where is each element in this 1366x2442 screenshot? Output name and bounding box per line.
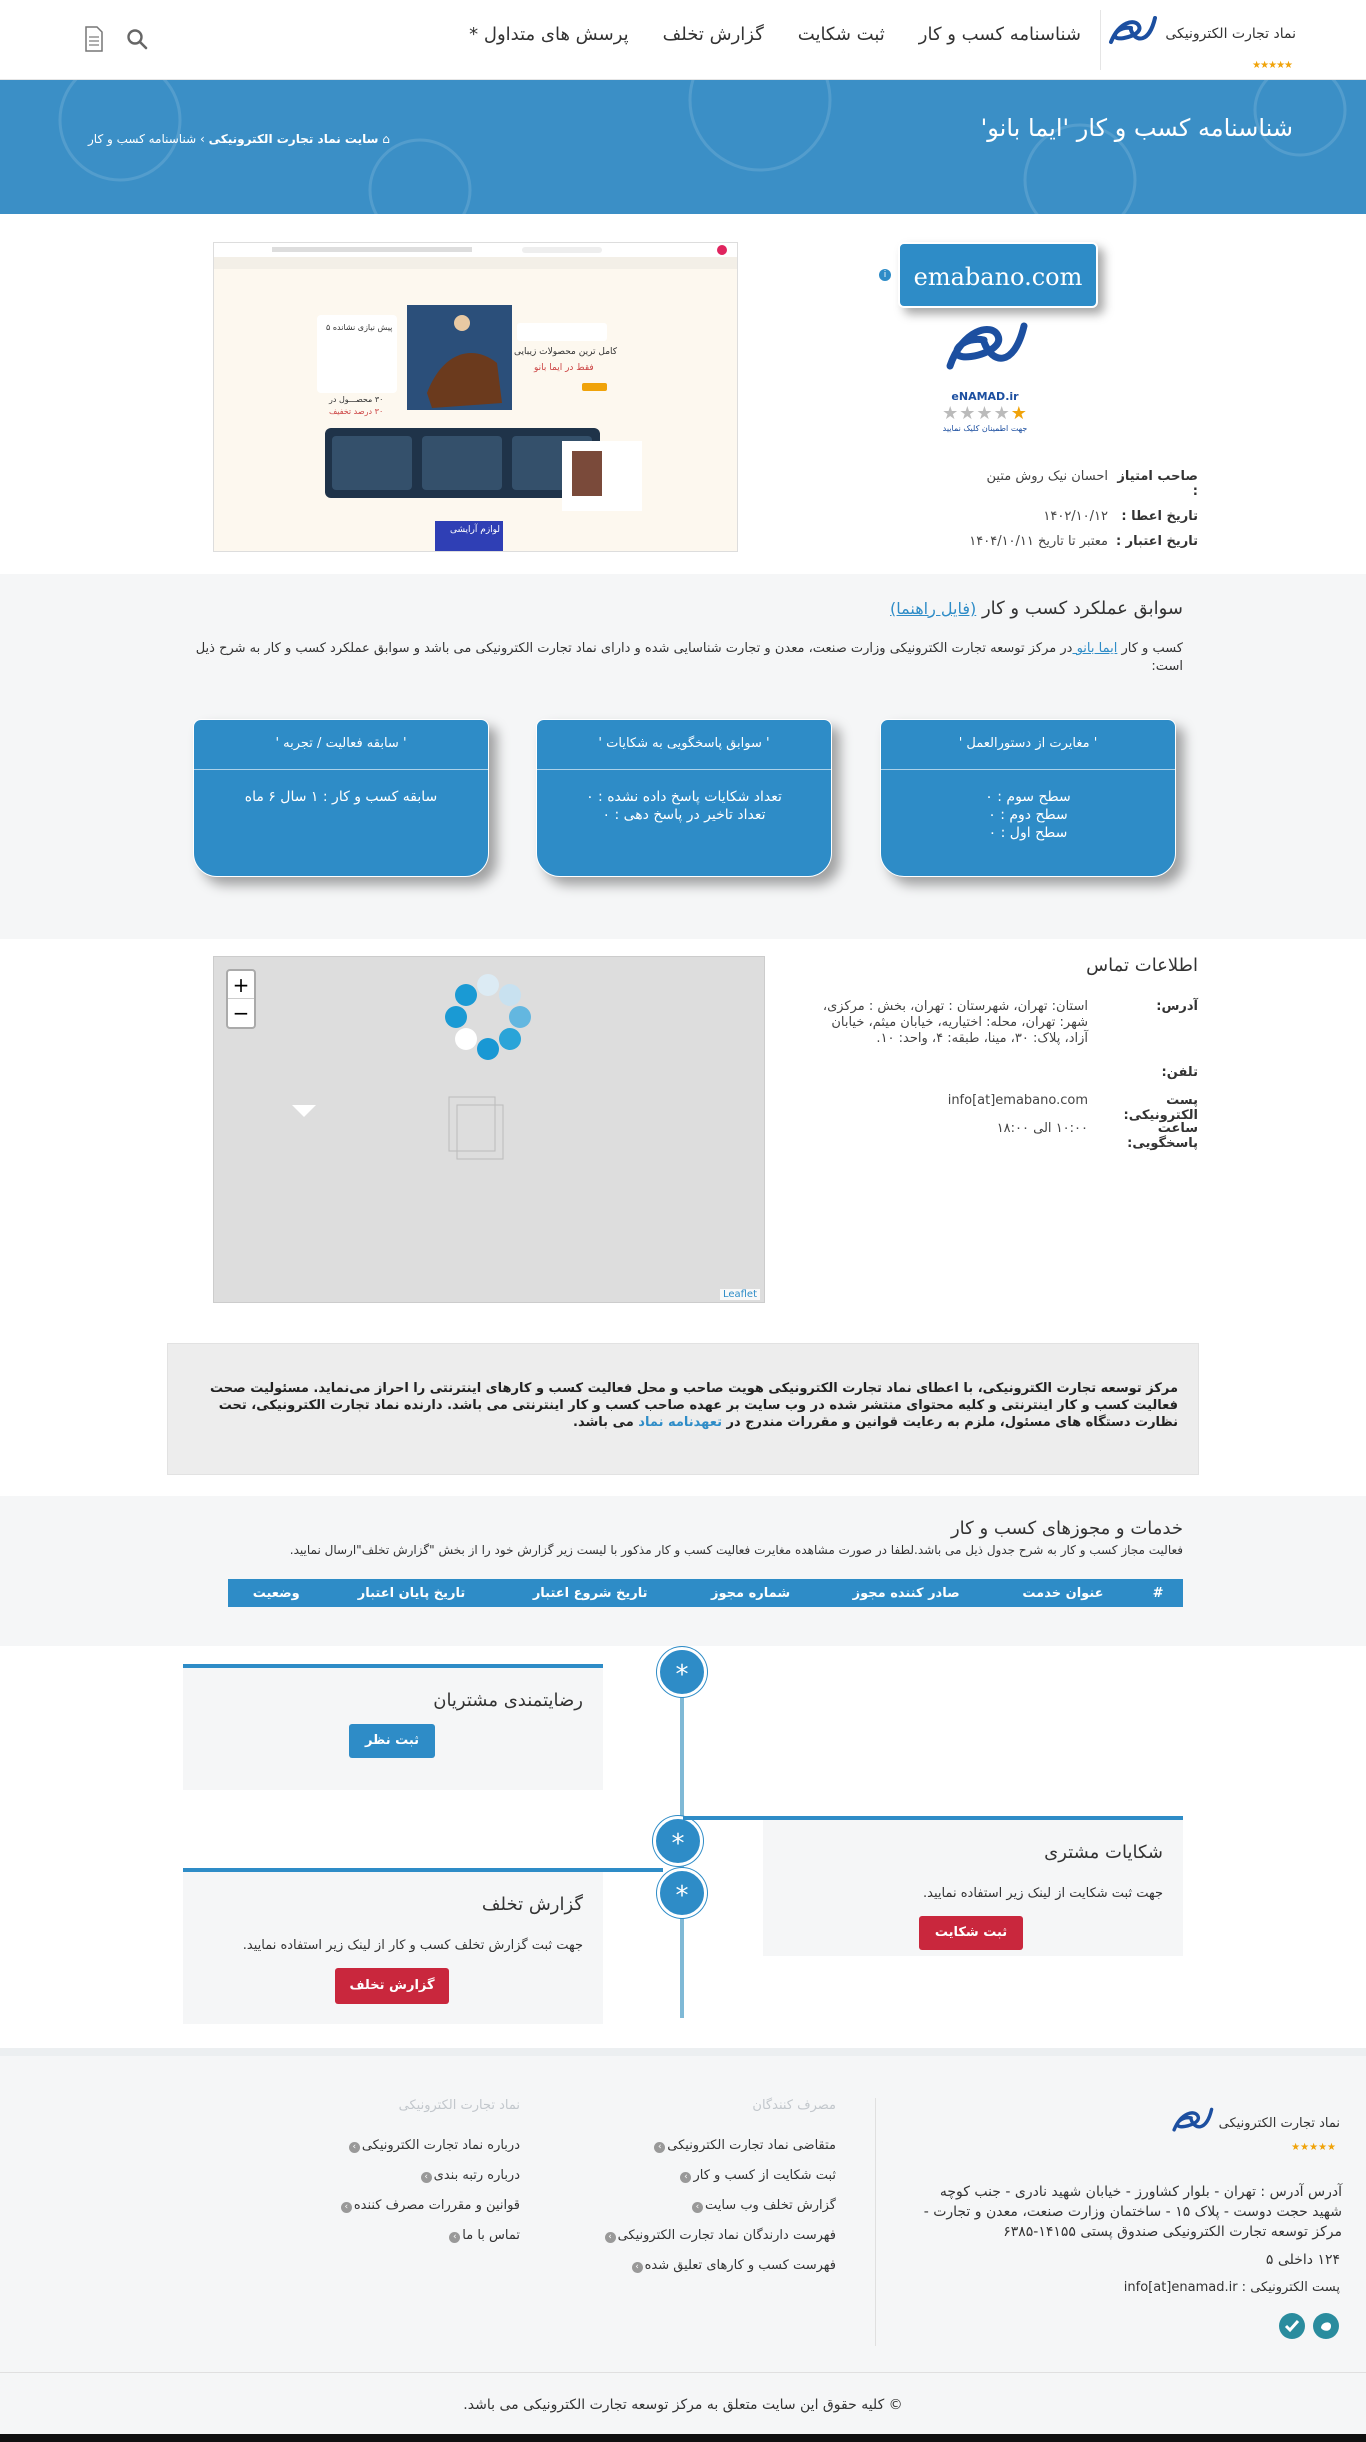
fact-row [908,534,1198,549]
card-line: سابقه کسب و کار : ۱ سال ۶ ماه [244,789,438,805]
enamad-seal[interactable] [930,314,1040,433]
card-line: سطح اول : ۰ [988,825,1068,841]
card-line: تعداد شکایات پاسخ داده نشده : ۰ [586,789,782,805]
enamad-seal-icon [940,314,1030,386]
guide-link[interactable]: (فایل راهنما) [890,599,977,618]
report-panel [183,1868,603,2024]
breadcrumb-separator: › [199,132,205,146]
card-body [881,770,1175,860]
enamad-logo-icon [1105,12,1159,56]
timeline-dot-icon: * [653,1816,703,1866]
responsibility-notice [167,1343,1199,1475]
col-service: عنوان خدمت [993,1579,1133,1607]
email-label: پست الکترونیکی: [1123,1093,1198,1123]
submit-complaint-button[interactable]: ثبت شکایت [919,1916,1023,1950]
card-title: ' سوابق پاسخگویی به شکایات ' [537,720,831,770]
phone-value [818,1065,1088,1080]
customer-timeline [0,1646,1366,2046]
card-body [194,770,488,824]
report-text: جهت ثبت گزارش تخلف کسب و کار از لینک زیر استفاده نمایید. [242,1938,583,1953]
owner-facts [908,469,1198,559]
hours-value: ۱۰:۰۰ الی ۱۸:۰۰ [996,1121,1088,1136]
performance-title [890,598,1183,619]
fact-row [908,469,1198,499]
brand-name: نماد تجارت الکترونیکی [1165,26,1296,42]
map-loading-icon [214,957,766,1304]
footer-phone: ۱۲۴ داخلی ۵ [1265,2252,1340,2268]
card-complaints [536,719,832,877]
performance-desc-suffix: در مرکز توسعه تجارت الکترونیکی وزارت صنعت، معدن و تجارت شناسایی شده و دارای نماد تجارت الکترونیکی می باشد و سوابق عملکرد کسب و کار به شرح ذیل است: [195,641,1183,674]
services-section [0,1496,1366,1646]
performance-desc [183,640,1183,676]
footer-link[interactable]: قوانین و مقررات مصرف کننده › [341,2198,520,2213]
bottom-bar [0,2434,1366,2442]
address-value: استان: تهران، شهرستان : تهران، بخش : مرکزی، شهر: تهران، محله: اختیاریه، خیابان میثم، خیابان آزاد، پلاک: ۳۰، مینا، طبقه: ۴، واحد: ۱۰. [822,999,1088,1046]
commitment-link[interactable]: تعهدنامه نماد [638,1415,722,1430]
breadcrumb-home[interactable]: سایت نماد تجارت الکترونیکی [208,132,379,146]
contact-email [818,1093,1198,1123]
services-title: خدمات و مجوزهای کسب و کار [950,1518,1183,1539]
preview-promo2: ۳۰ محصـــول در [329,395,384,404]
contact-phone [818,1065,1198,1080]
contact-section [0,939,1366,1339]
contact-address [818,999,1198,1047]
top-header [0,0,1366,80]
submit-review-button[interactable]: ثبت نظر [349,1724,435,1758]
col-index: # [1133,1579,1183,1607]
services-table [228,1579,1183,1607]
fact-key: صاحب امتیاز : [1117,469,1198,499]
document-icon[interactable] [84,26,104,52]
banner-pattern-icon [0,80,1366,214]
footer-logo-icon [1169,2104,1215,2142]
card-line: سطح دوم : ۰ [988,807,1068,823]
nav-business-id[interactable]: شناسنامه کسب و کار [918,24,1081,45]
fact-value: ۱۴۰۲/۱۰/۱۲ [1043,509,1108,524]
contact-hours [818,1121,1198,1151]
info-icon[interactable]: i [879,269,891,281]
copyright: © کلیه حقوق این سایت متعلق به مرکز توسعه تجارت الکترونیکی می باشد. [0,2372,1366,2442]
footer-divider [875,2098,876,2346]
fact-key: تاریخ اعطا : [1121,509,1198,524]
nav-faq[interactable]: پرسش های متداول * [469,24,629,45]
services-desc: فعالیت مجاز کسب و کار به شرح جدول ذیل می باشد.لطفا در صورت مشاهده مغایرت فعالیت کسب و کار مذکور با لیست زیر گزارش خود را از بخش "گزارش تخلف"ارسال نمایید. [289,1543,1183,1557]
card-title: ' سابقه فعالیت / تجربه ' [194,720,488,770]
footer-address: آدرس آدرس : تهران - بلوار کشاورز - خیابان شهید نادری - جنب کوچه شهید حجت دوست - پلاک ۱۵ - ساختمان وزارت صنعت، معدن و تجارت - مرکز توسعه تجارت الکترونیکی صندوق پستی ۱۴۱۵۵-۶۳۸۵ [923,2184,1342,2240]
zoom-out-button[interactable]: − [232,1001,250,1025]
footer-brand: نماد تجارت الکترونیکی [1218,2115,1340,2131]
footer-link[interactable]: گزارش تخلف وب سایت › [692,2198,836,2213]
page-title: شناسنامه کسب و کار 'ایما بانو' [980,114,1293,142]
location-map[interactable] [213,956,765,1303]
card-body [537,770,831,842]
col-license-no: شماره مجوز [682,1579,820,1607]
footer-logo[interactable] [1169,2104,1340,2142]
footer-link[interactable]: درباره رتبه بندی › [421,2168,520,2183]
enamad-label: eNAMAD.ir [951,390,1019,403]
domain-badge[interactable]: emabano.com [898,242,1098,308]
footer-link[interactable]: متقاضی نماد تجارت الکترونیکی › [654,2138,836,2153]
timeline-dot-icon: * [657,1647,707,1697]
footer-col1-head: مصرف کنندگان [752,2098,836,2113]
table-header-row [228,1579,1183,1607]
header-icons [84,26,148,52]
business-info [0,214,1366,574]
performance-title-text: سوابق عملکرد کسب و کار [981,598,1183,619]
connector-line [683,1816,763,1820]
notice-text [168,1344,1198,1467]
nav-report-violation[interactable]: گزارش تخلف [662,24,764,45]
card-experience [193,719,489,877]
breadcrumb-current: شناسنامه کسب و کار [88,132,197,146]
address-label: آدرس: [1156,999,1198,1014]
business-link[interactable]: ایما بانو [1072,641,1118,656]
performance-section [0,574,1366,939]
footer-social [1278,2312,1340,2340]
footer-link[interactable]: تماس با ما › [449,2228,520,2243]
footer-link[interactable]: فهرست دارندگان نماد تجارت الکترونیکی › [605,2228,836,2243]
report-violation-button[interactable]: گزارش تخلف [335,1968,449,2004]
satisfaction-panel [183,1664,603,1790]
eitaa-icon[interactable] [1278,2312,1306,2340]
footer-link[interactable]: درباره نماد تجارت الکترونیکی › [349,2138,520,2153]
connector-line [603,1868,663,1872]
preview-hero-line2: فقط در ایما بانو [534,363,594,373]
performance-desc-prefix: کسب و کار [1117,641,1183,656]
site-logo[interactable] [1105,12,1296,71]
zoom-in-button[interactable]: + [228,971,254,999]
footer-link[interactable]: ثبت شکایت از کسب و کار › [680,2168,836,2183]
hours-label: ساعت پاسخگویی: [1127,1121,1198,1151]
preview-promo3: ۳۰ درصد تخفیف [329,407,384,416]
site-footer [0,2048,1366,2442]
search-icon[interactable] [126,28,148,50]
seal-stars-icon: ★★★★★ [942,403,1028,424]
home-icon: ⌂ [382,132,390,146]
preview-promo1: پیش نیازی نشانده ۵ [326,323,393,332]
preview-hero-line1: کامل ترین محصولات زیبایی [514,347,618,357]
satisfaction-title: رضایتمندی مشتریان [433,1690,583,1711]
col-status: وضعیت [228,1579,324,1607]
report-title: گزارش تخلف [481,1894,583,1915]
card-violations [880,719,1176,877]
timeline-dot-icon: * [657,1868,707,1918]
footer-link[interactable]: فهرست کسب و کارهای تعلیق شده › [632,2258,836,2273]
notice-text-a: مرکز توسعه تجارت الکترونیکی، با اعطای نماد تجارت الکترونیکی هویت صاحب و محل فعالیت کسب و کارهای اینترنتی را احراز می‌نماید. مسئولیت صحت فعالیت کسب و کار اینترنتی و کلیه محتوای منتشر شده در وب سایت بر عهده صاحب کسب و کار اینترنتی می باشد. دارنده نماد تجارت الکترونیکی، تحت نظارت دستگاه های مسئول، ملزم به رعایت قوانین و مقررات مندرج در [209,1381,1178,1430]
rating-stars-icon: ★★★★★ [1252,60,1292,71]
col-start: تاریخ شروع اعتبار [499,1579,682,1607]
col-issuer: صادر کننده مجوز [819,1579,992,1607]
email-value: info[at]emabano.com [947,1093,1088,1108]
enamad-sub: جهت اطمینان کلیک نمایید [942,424,1028,433]
card-line: سطح سوم : ۰ [985,789,1071,805]
header-divider [1100,10,1101,70]
main-nav [469,24,1081,45]
contact-title: اطلاعات تماس [1086,955,1198,976]
nav-register-complaint[interactable]: ثبت شکایت [797,24,885,45]
col-end: تاریخ پایان اعتبار [324,1579,498,1607]
card-line: تعداد تاخیر در پاسخ دهی : ۰ [602,807,766,823]
phone-label: تلفن: [1161,1065,1198,1080]
breadcrumb [88,132,390,146]
complaint-panel [763,1816,1183,1956]
page-banner [0,80,1366,214]
notice-text-b: می باشد. [573,1415,639,1430]
website-preview-icon [213,243,737,552]
bale-icon[interactable] [1312,2312,1340,2340]
fact-value: معتبر تا تاریخ ۱۴۰۴/۱۰/۱۱ [969,534,1108,549]
fact-row [908,509,1198,524]
footer-stars-icon: ★★★★★ [1291,2142,1336,2153]
website-screenshot[interactable] [213,242,738,552]
complaint-text: جهت ثبت شکایت از لینک زیر استفاده نمایید. [923,1886,1163,1901]
footer-col2-head: نماد تجارت الکترونیکی [398,2098,520,2113]
card-title: ' مغایرت از دستورالعمل ' [881,720,1175,770]
map-attribution[interactable]: Leaflet [720,1289,760,1300]
fact-key: تاریخ اعتبار : [1115,534,1198,549]
complaint-title: شکایات مشتری [1044,1842,1163,1863]
fact-value: احسان نیک روش متین [986,469,1108,484]
footer-email: پست الکترونیکی : info[at]enamad.ir [1123,2280,1340,2295]
preview-tag: لوازم آرایشی [450,525,501,535]
